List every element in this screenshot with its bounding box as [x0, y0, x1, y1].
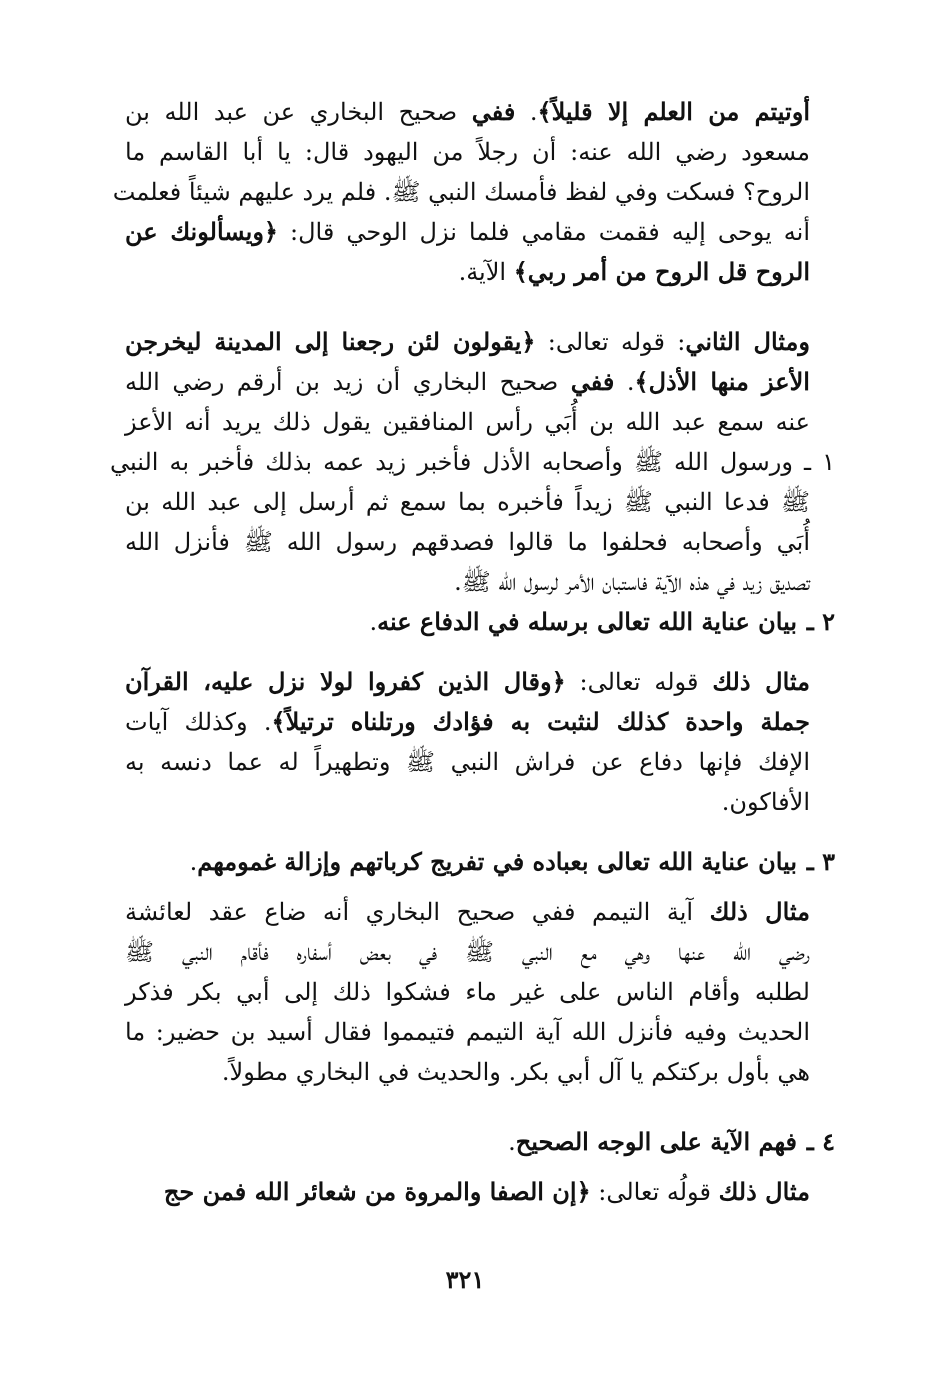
text: .: [369, 608, 378, 636]
item-number: ٤ ـ: [806, 1127, 835, 1156]
numbered-heading: [125, 842, 835, 882]
bold-text: مثال ذلك: [709, 897, 810, 926]
text: الحديث وفيه فأنزل الله آية التيمم فتيمموا فقال أسيد بن حضير: ما: [125, 1018, 810, 1046]
text: : قوله تعالى:: [535, 328, 686, 356]
text-line: [125, 522, 810, 562]
text-line: [125, 742, 810, 782]
bold-text: ففي: [570, 367, 615, 396]
text-line: [125, 92, 810, 132]
text: مسعود رضي الله عنه: أن رجلاً من اليهود قال: يا أبا القاسم ما: [125, 138, 810, 166]
text: أُبَي وأصحابه فحلفوا ما قالوا فصدقهم رسول الله ﷺ فأنزل الله: [125, 528, 810, 556]
text-line: [110, 442, 835, 482]
bold-text: ﴿يقولون لئن رجعنا إلى المدينة ليخرجن: [125, 327, 536, 356]
text: الآية.: [458, 258, 514, 286]
text: صحيح البخاري أن زيد بن أرقم رضي الله: [125, 368, 571, 396]
text: قوله تعالى:: [565, 668, 713, 696]
bold-text: ﴿ويسألونك عن: [125, 217, 278, 246]
text: آية التيمم ففي صحيح البخاري أنه ضاع عقد لعائشة: [125, 898, 710, 926]
text-line: [125, 402, 810, 442]
text-line: [125, 482, 810, 522]
bold-text: بيان عناية الله تعالى بعباده في تفريج كرباتهم وإزالة غمومهم: [197, 847, 797, 876]
text-line: [160, 1172, 810, 1212]
text: الأفاكون.: [721, 788, 810, 816]
bold-text: ومثال الثاني: [685, 327, 810, 356]
bold-text: أوتيتم من العلم إلا قليلاً﴾: [537, 97, 810, 126]
text: قولُه تعالى:: [590, 1178, 719, 1206]
bold-text: الأعز منها الأذل﴾: [634, 367, 810, 396]
text-line: [160, 1052, 810, 1092]
text-line: [125, 362, 810, 402]
numbered-heading: [125, 1122, 835, 1162]
text-line: [125, 972, 810, 1012]
text: .: [189, 848, 198, 876]
page-number: ٣٢١: [445, 1265, 485, 1294]
bold-text: مثال ذلك: [712, 667, 810, 696]
text: الإفك فإنها دفاع عن فراش النبي ﷺ وتطهيراً له عما دنسه به: [125, 748, 810, 776]
text: تصديق زيد في هذه الآية فاستبان الأمر لرسول الله ﷺ.: [454, 568, 810, 596]
text: رضي الله عنها وهي مع النبي ﷺ في بعض أسفاره فأقام النبي ﷺ: [125, 938, 810, 966]
text-line: [125, 932, 810, 972]
text-line: [125, 322, 810, 362]
bold-text: جملة واحدة كذلك لنثبت به فؤادك ورتلناه ترتيلاً﴾: [271, 707, 810, 736]
text-line: [112, 172, 810, 212]
text: هي بأول بركتكم يا آل أبي بكر. والحديث في البخاري مطولاً.: [221, 1058, 810, 1086]
bold-text: الروح قل الروح من أمر ربي﴾: [513, 257, 810, 286]
bold-text: فهم الآية على الوجه الصحيح: [515, 1127, 797, 1156]
text: ﷺ فدعا النبي ﷺ زيداً فأخبره بما سمع ثم أرسل إلى عبد الله بن: [125, 488, 810, 516]
text-line: [160, 252, 810, 292]
numbered-heading: [125, 602, 835, 642]
text-line: [125, 892, 810, 932]
bold-text: ﴿إن الصفا والمروة من شعائر الله فمن حج: [163, 1177, 591, 1206]
text: صحيح البخاري عن عبد الله بن: [125, 98, 472, 126]
text: .: [614, 368, 635, 396]
text: لطلبه وأقام الناس على غير ماء فشكوا ذلك إلى أبي بكر فذكر: [125, 978, 810, 1006]
text: عنه سمع عبد الله بن أُبَي رأس المنافقين يقول ذلك يريد أنه الأعز: [125, 408, 810, 436]
item-number: ٢ ـ: [806, 607, 835, 636]
text: .: [515, 98, 538, 126]
text-line: [125, 702, 810, 742]
text: الروح؟ فسكت وفي لفظ فأمسك النبي ﷺ. فلم يرد عليهم شيئاً فعلمت: [112, 178, 810, 206]
text-line: [125, 662, 810, 702]
bold-text: ﴿وقال الذين كفروا لولا نزل عليه، القرآن: [125, 667, 566, 696]
text: أنه يوحى إليه فقمت مقامي فلما نزل الوحي قال:: [278, 218, 810, 246]
text-line: [160, 562, 810, 602]
text: .: [508, 1128, 516, 1156]
text: . وكذلك آيات: [125, 708, 272, 736]
bold-text: مثال ذلك: [718, 1177, 810, 1206]
text-line: [160, 782, 810, 822]
text-line: [125, 1012, 810, 1052]
text-line: [125, 212, 810, 252]
bold-text: ففي: [471, 97, 516, 126]
text: ١ ـ ورسول الله ﷺ وأصحابه الأذل فأخبر زيد عمه بذلك فأخبر به النبي: [110, 448, 835, 476]
text-line: [125, 132, 810, 172]
item-number: ٣ ـ: [806, 847, 835, 876]
bold-text: بيان عناية الله تعالى برسله في الدفاع عنه: [377, 607, 797, 636]
